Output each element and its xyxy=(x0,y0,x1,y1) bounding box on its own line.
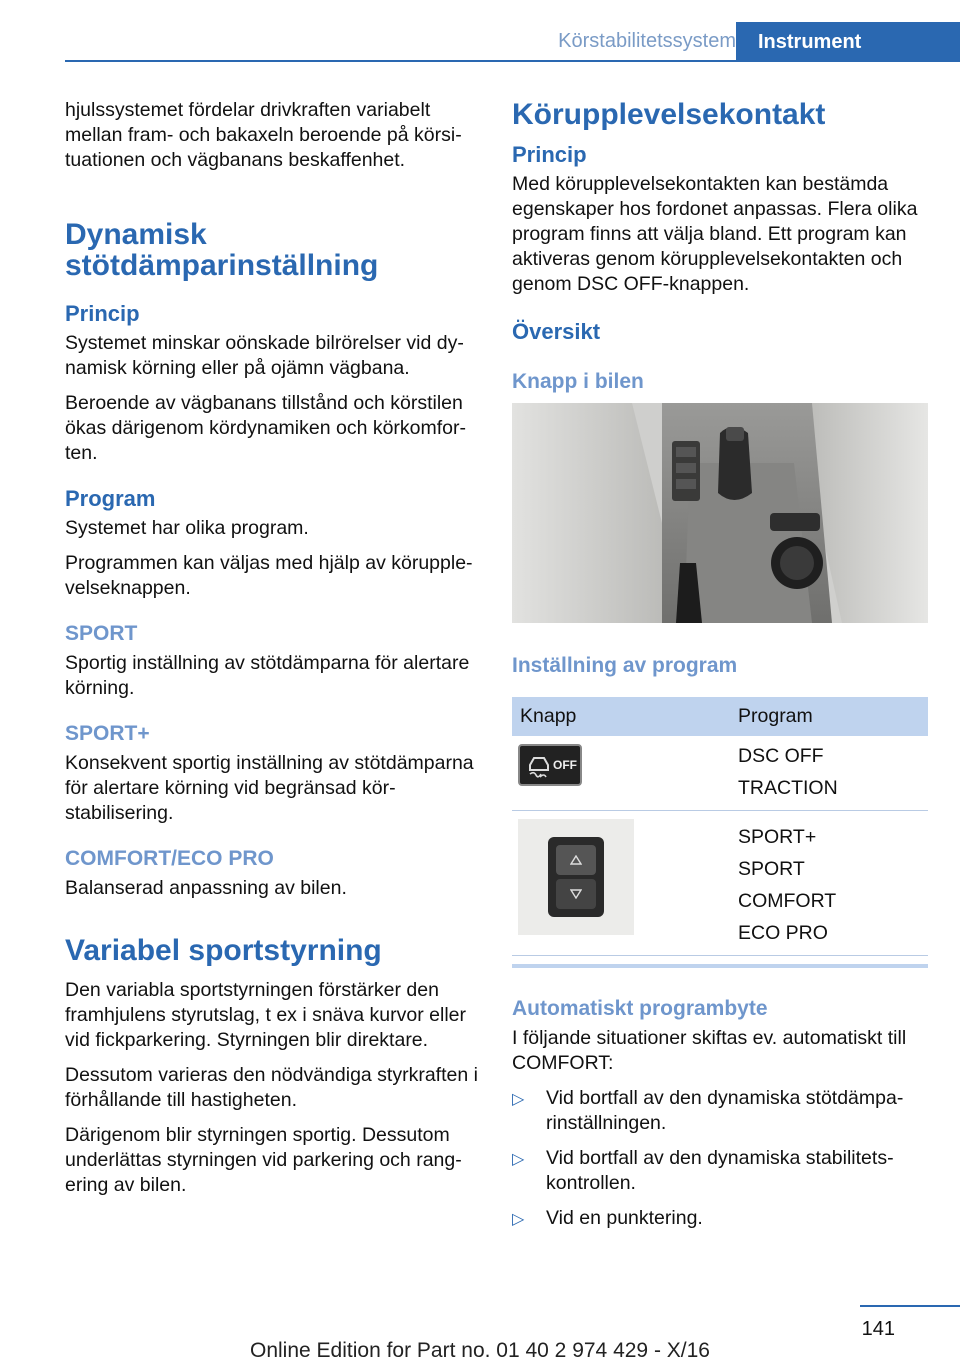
dsc-program-cell xyxy=(712,736,928,811)
program-sport-plus: SPORT+ xyxy=(738,826,817,848)
header-chapter-tab xyxy=(736,22,960,62)
triangle-up-icon xyxy=(570,855,582,865)
intro-paragraph: hjulssystemet fördelar drivkraften variabelt mellan fram- och bakaxeln beroende på körsituationen och vägbanans beskaffenhet. xyxy=(65,99,462,171)
heading-sport: SPORT xyxy=(65,622,138,645)
footer-rule xyxy=(860,1305,960,1307)
drive-program-cell xyxy=(712,811,928,956)
header-chapter-label: Instrument xyxy=(758,31,862,53)
bullet-triangle-icon: ▷ xyxy=(512,1211,525,1228)
dsc-off-button-cell xyxy=(512,736,712,811)
right-column xyxy=(512,99,928,1241)
program-comfort: COMFORT xyxy=(738,890,837,912)
drive-princip-paragraph: Med körupplevelsekontakten kan bestämda egenskaper hos fordonet anpassas. Flera olika program finns att välja bland. Ett program kan aktiveras genom körupplevelsekontakten och genom DSC OFF-knappen. xyxy=(512,173,918,295)
drive-switch-button-image xyxy=(518,819,634,935)
program-sport: SPORT xyxy=(738,858,805,880)
list-item xyxy=(512,1086,928,1136)
program-eco-pro: ECO PRO xyxy=(738,922,828,944)
program-paragraph-2: Programmen kan väljas med hjälp av körupplevelseknappen. xyxy=(65,552,473,599)
heading-dynamic-damping: Dynamisk stötdämparinställning xyxy=(65,218,379,282)
auto-paragraph: I följande situationer skiftas ev. automatiskt till COMFORT: xyxy=(512,1027,907,1074)
sport-paragraph: Sportig inställning av stötdämparna för alertare körning. xyxy=(65,652,470,699)
bullet-text: Vid en punktering. xyxy=(546,1207,703,1229)
heading-program-settings: Inställning av program xyxy=(512,654,738,677)
bullet-triangle-icon: ▷ xyxy=(512,1151,525,1168)
heading-drive-experience-switch: Körupplevelsekontakt xyxy=(512,98,826,131)
sport-plus-paragraph: Konsekvent sportig inställning av stötdämparna för alertare körning vid begränsad körstabilisering. xyxy=(65,752,474,824)
bullet-text: Vid bortfall av den dynamiska stötdämparinställningen. xyxy=(546,1087,904,1134)
table-row xyxy=(512,811,928,956)
heading-variable-steering: Variabel sportstyrning xyxy=(65,934,382,967)
header-rule xyxy=(65,60,960,62)
table-row xyxy=(512,736,928,811)
steering-paragraph-3: Därigenom blir styrningen sportig. Dessutom underlättas styrningen vid parkering och rangering av bilen. xyxy=(65,1124,462,1196)
list-item xyxy=(512,1146,928,1196)
page-header xyxy=(0,0,960,62)
dsc-off-button-image xyxy=(518,744,582,786)
heading-program: Program xyxy=(65,486,156,511)
heading-button-in-car: Knapp i bilen xyxy=(512,370,644,393)
auto-bullet-list xyxy=(512,1086,928,1231)
program-paragraph-1: Systemet har olika program. xyxy=(65,517,309,539)
program-traction: TRACTION xyxy=(738,777,838,799)
heading-princip-left: Princip xyxy=(65,301,140,326)
center-console-photo xyxy=(512,403,928,623)
princip-paragraph-2: Beroende av vägbanans tillstånd och körstilen ökas därigenom kördynamiken och körkomforten. xyxy=(65,392,467,464)
bullet-triangle-icon: ▷ xyxy=(512,1091,525,1108)
heading-comfort-eco-pro: COMFORT/ECO PRO xyxy=(65,847,274,870)
program-dsc-off: DSC OFF xyxy=(738,745,824,767)
drive-switch-button-cell xyxy=(512,811,712,956)
heading-automatic-program-change: Automatiskt programbyte xyxy=(512,997,768,1020)
column-header-program: Program xyxy=(712,697,928,736)
header-section-title: Körstabilitetssystem xyxy=(558,30,736,52)
program-table-header-row xyxy=(512,697,928,736)
steering-paragraph-2: Dessutom varieras den nödvändiga styrkraften i förhållande till hastigheten. xyxy=(65,1064,478,1111)
center-console-illustration xyxy=(512,403,928,623)
list-item xyxy=(512,1206,928,1231)
column-header-button: Knapp xyxy=(512,697,712,736)
left-column xyxy=(65,98,483,1208)
page-number: 141 xyxy=(861,1318,895,1340)
bullet-text: Vid bortfall av den dynamiska stabilitetskontrollen. xyxy=(546,1147,894,1194)
princip-paragraph-1: Systemet minskar oönskade bilrörelser vid dynamisk körning eller på ojämn vägbana. xyxy=(65,332,464,379)
skid-car-icon xyxy=(524,751,554,781)
steering-paragraph-1: Den variabla sportstyrningen förstärker den framhjulens styrutslag, t ex i snäva kurvor eller vid fickparkering. Styrningen blir direktare. xyxy=(65,979,466,1051)
page-footer xyxy=(0,1300,960,1362)
heading-sport-plus: SPORT+ xyxy=(65,722,150,745)
comfort-paragraph: Balanserad anpassning av bilen. xyxy=(65,877,347,899)
heading-overview: Översikt xyxy=(512,319,601,344)
heading-princip-right: Princip xyxy=(512,142,587,167)
triangle-down-icon xyxy=(570,889,582,899)
table-end-bar xyxy=(512,964,928,968)
dsc-off-button-label: OFF xyxy=(553,758,577,772)
edition-note: Online Edition for Part no. 01 40 2 974 429 - X/16 xyxy=(250,1339,710,1362)
program-table xyxy=(512,697,928,956)
